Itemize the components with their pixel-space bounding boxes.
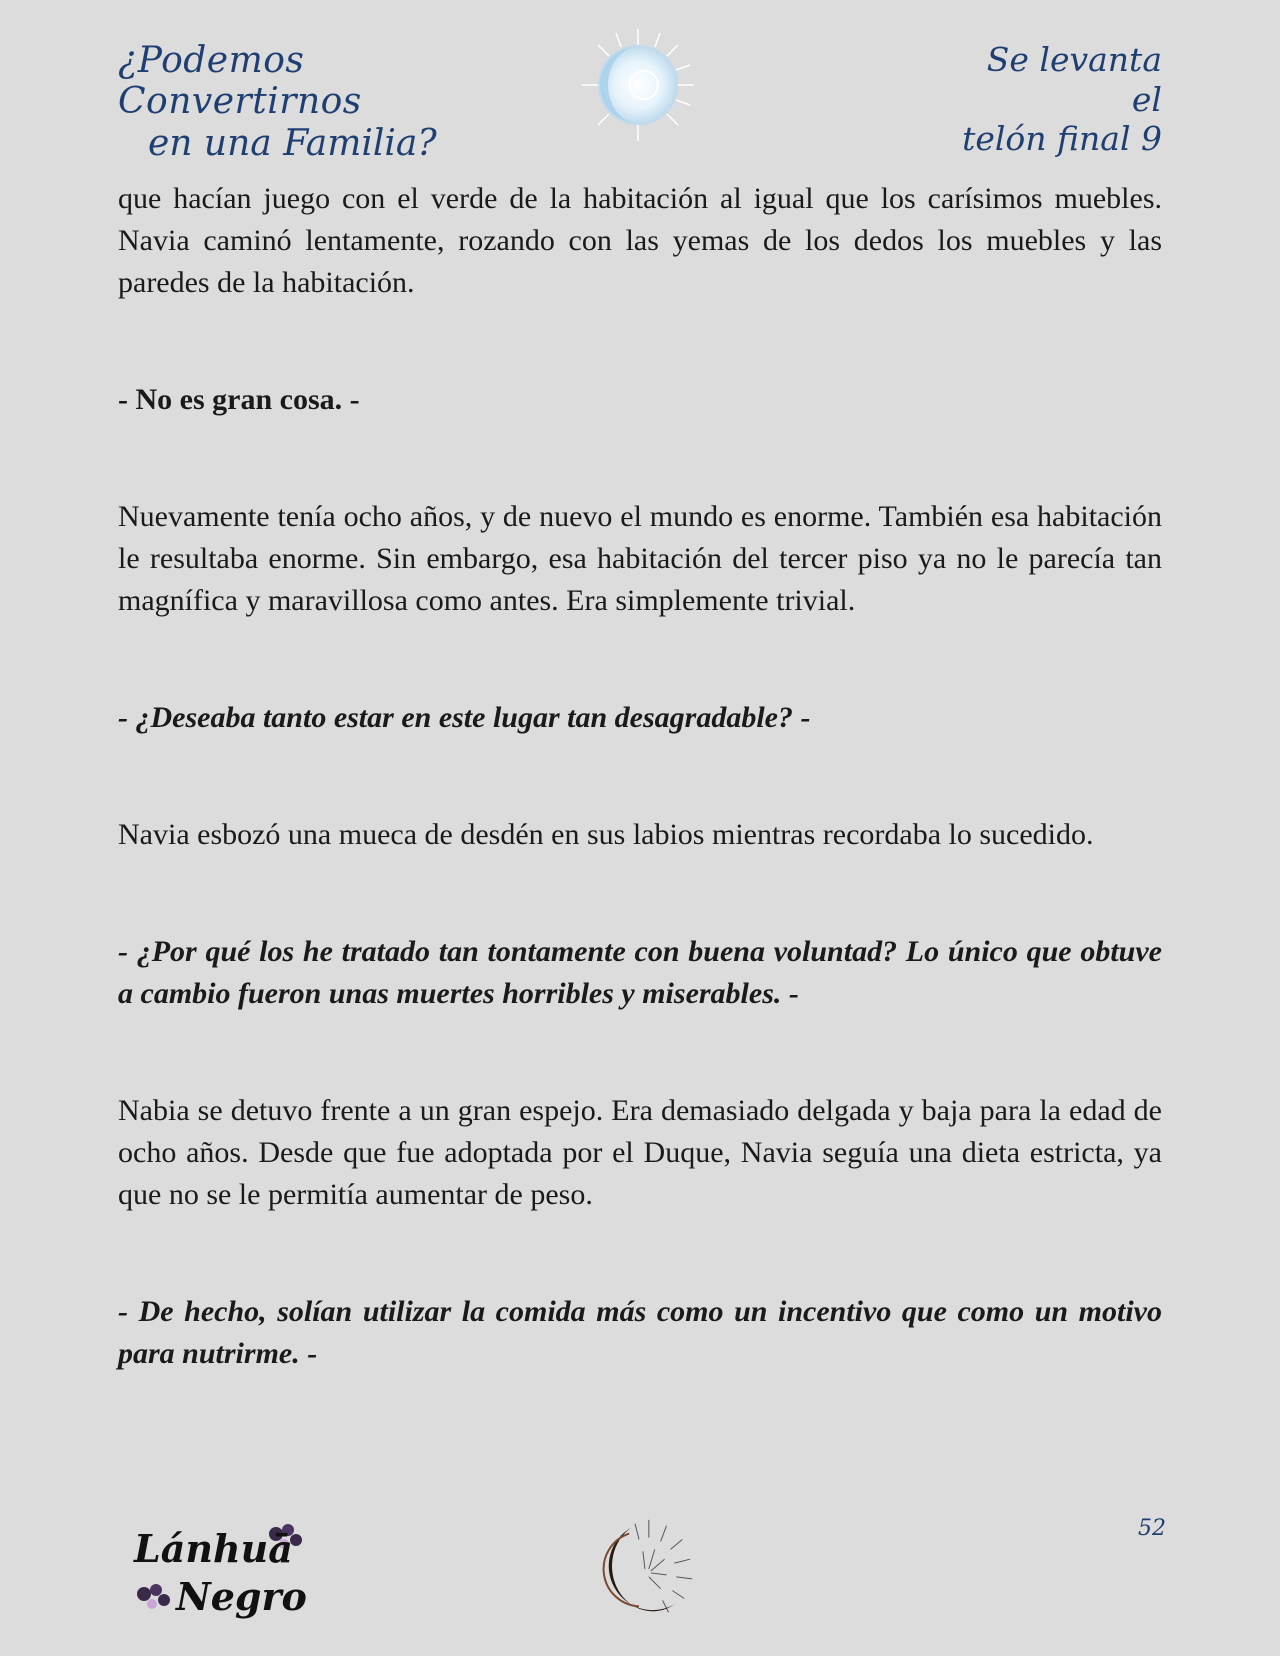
dialogue-line: - ¿Por qué los he tratado tan tontamente con buena voluntad? Lo único que obtuve a cambio fueron unas muertes horribles y miserables. - [118, 935, 1162, 1010]
book-title-line2: en una Familia? [148, 122, 437, 164]
paragraph: Nuevamente tenía ocho años, y de nuevo el mundo es enorme. También esa habitación le resultaba enorme. Sin embargo, esa habitación del tercer piso ya no le parecía tan magnífica y maravillosa como antes. Era simplemente trivial. [118, 500, 1162, 617]
chapter-title-line1: Se levanta el [986, 40, 1162, 119]
book-title [118, 40, 438, 164]
brand-line1: Lánhuā [134, 1526, 293, 1571]
paragraph: Navia esbozó una mueca de desdén en sus labios mientras recordaba lo sucedido. [118, 818, 1094, 851]
crescent-moon-sun-icon [580, 1510, 698, 1628]
dialogue-line: - De hecho, solían utilizar la comida más como un incentivo que como un motivo para nutrirme. - [118, 1295, 1162, 1370]
paragraph: que hacían juego con el verde de la habitación al igual que los carísimos muebles. Navia caminó lentamente, rozando con las yemas de los dedos los muebles y las paredes de la habitación. [118, 182, 1162, 299]
dialogue-line: - ¿Deseaba tanto estar en este lugar tan desagradable? - [118, 701, 811, 734]
lanhua-negro-logo [128, 1520, 318, 1620]
brand-line2: Negro [176, 1574, 307, 1619]
page-number: 52 [1138, 1516, 1166, 1541]
book-title-line1: ¿Podemos Convertirnos [118, 40, 362, 123]
moon-sun-emblem-icon [578, 25, 698, 145]
chapter-title [962, 40, 1162, 159]
dialogue-line: - No es gran cosa. - [118, 383, 360, 416]
paragraph: Nabia se detuvo frente a un gran espejo. Era demasiado delgada y baja para la edad de ocho años. Desde que fue adoptada por el Duque, Navia seguía una dieta estricta, ya que no se le permitía aumentar de peso. [118, 1094, 1162, 1211]
chapter-title-line2: telón final 9 [962, 119, 1162, 159]
page-body [118, 178, 1162, 1375]
